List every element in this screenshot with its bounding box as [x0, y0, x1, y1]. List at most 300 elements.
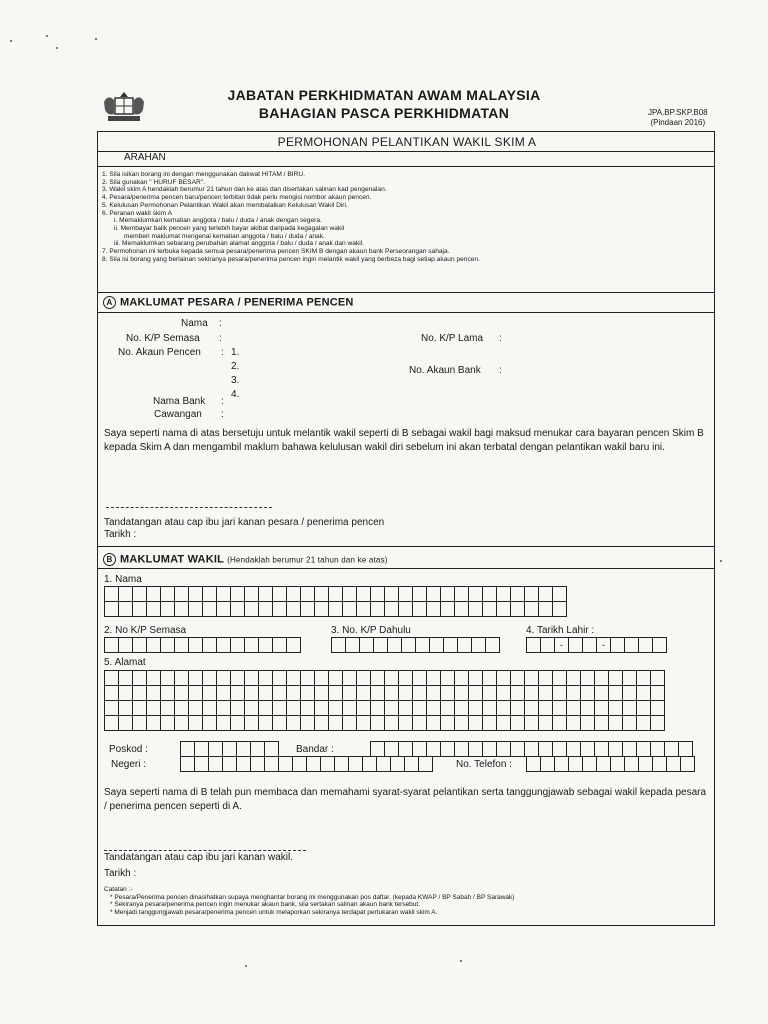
input-box[interactable]: [678, 741, 693, 757]
input-box[interactable]: [524, 741, 539, 757]
input-box[interactable]: [526, 756, 541, 772]
input-box[interactable]: [359, 637, 374, 653]
input-box[interactable]: [362, 756, 377, 772]
input-box[interactable]: [510, 601, 525, 617]
input-box[interactable]: [216, 637, 231, 653]
input-box[interactable]: [258, 685, 273, 701]
input-box[interactable]: [524, 670, 539, 686]
input-box[interactable]: [342, 601, 357, 617]
input-box[interactable]: [384, 586, 399, 602]
input-box[interactable]: [104, 685, 119, 701]
input-box[interactable]: [300, 586, 315, 602]
input-box[interactable]: [230, 670, 245, 686]
input-box[interactable]: [552, 601, 567, 617]
input-box[interactable]: [118, 700, 133, 716]
input-box[interactable]: [608, 741, 623, 757]
input-box[interactable]: [300, 670, 315, 686]
input-box[interactable]: [104, 586, 119, 602]
input-box[interactable]: [566, 715, 581, 731]
input-box[interactable]: [208, 756, 223, 772]
input-box[interactable]: [160, 586, 175, 602]
input-box[interactable]: [538, 670, 553, 686]
input-box[interactable]: [328, 715, 343, 731]
input-box[interactable]: [426, 670, 441, 686]
bandar-grid[interactable]: [370, 741, 692, 757]
input-box[interactable]: [440, 741, 455, 757]
input-box[interactable]: [328, 601, 343, 617]
input-box[interactable]: [202, 586, 217, 602]
input-box[interactable]: [496, 685, 511, 701]
input-box[interactable]: [104, 715, 119, 731]
input-box[interactable]: [118, 601, 133, 617]
input-box[interactable]: [538, 700, 553, 716]
input-box[interactable]: [566, 700, 581, 716]
input-box[interactable]: [638, 756, 653, 772]
input-box[interactable]: [356, 685, 371, 701]
input-box[interactable]: [510, 685, 525, 701]
input-box[interactable]: [286, 637, 301, 653]
input-box[interactable]: [524, 700, 539, 716]
input-box[interactable]: [104, 637, 119, 653]
input-box[interactable]: [331, 637, 346, 653]
input-box[interactable]: [118, 637, 133, 653]
input-box[interactable]: [370, 741, 385, 757]
input-box[interactable]: [468, 670, 483, 686]
input-box[interactable]: [306, 756, 321, 772]
input-box[interactable]: [328, 685, 343, 701]
input-box[interactable]: [390, 756, 405, 772]
input-box[interactable]: [230, 586, 245, 602]
input-box[interactable]: [292, 756, 307, 772]
input-box[interactable]: [538, 586, 553, 602]
input-box[interactable]: [314, 670, 329, 686]
input-box[interactable]: [132, 601, 147, 617]
input-box[interactable]: [594, 715, 609, 731]
input-box[interactable]: [174, 715, 189, 731]
input-box[interactable]: [132, 715, 147, 731]
input-box[interactable]: [180, 756, 195, 772]
input-box[interactable]: [471, 637, 486, 653]
input-box[interactable]: [538, 685, 553, 701]
input-box[interactable]: [454, 601, 469, 617]
input-box[interactable]: [440, 601, 455, 617]
input-box[interactable]: [608, 715, 623, 731]
input-box[interactable]: [482, 700, 497, 716]
input-box[interactable]: [272, 700, 287, 716]
input-box[interactable]: [180, 741, 195, 757]
input-box[interactable]: [398, 700, 413, 716]
input-box[interactable]: [258, 637, 273, 653]
input-box[interactable]: [482, 670, 497, 686]
input-box[interactable]: [356, 670, 371, 686]
input-box[interactable]: [552, 715, 567, 731]
input-box[interactable]: [412, 715, 427, 731]
input-box[interactable]: [398, 586, 413, 602]
input-box[interactable]: [188, 685, 203, 701]
input-box[interactable]: [258, 586, 273, 602]
input-box[interactable]: [314, 700, 329, 716]
input-box[interactable]: [510, 670, 525, 686]
input-box[interactable]: [236, 741, 251, 757]
input-box[interactable]: [622, 670, 637, 686]
input-box[interactable]: [300, 685, 315, 701]
input-box[interactable]: [404, 756, 419, 772]
input-box[interactable]: [454, 670, 469, 686]
alamat-row-2[interactable]: [104, 685, 664, 701]
input-box[interactable]: [328, 700, 343, 716]
input-box[interactable]: [468, 715, 483, 731]
input-box[interactable]: [334, 756, 349, 772]
input-box[interactable]: [230, 700, 245, 716]
input-box[interactable]: [552, 670, 567, 686]
input-box[interactable]: [272, 601, 287, 617]
input-box[interactable]: [104, 670, 119, 686]
input-box[interactable]: [314, 715, 329, 731]
input-box[interactable]: [398, 715, 413, 731]
input-box[interactable]: [496, 586, 511, 602]
input-box[interactable]: [468, 685, 483, 701]
input-box[interactable]: [554, 756, 569, 772]
input-box[interactable]: [610, 756, 625, 772]
input-box[interactable]: [356, 715, 371, 731]
input-box[interactable]: [160, 670, 175, 686]
input-box[interactable]: [348, 756, 363, 772]
input-box[interactable]: [174, 637, 189, 653]
input-box[interactable]: [174, 685, 189, 701]
input-box[interactable]: [370, 586, 385, 602]
input-box[interactable]: [272, 685, 287, 701]
input-box[interactable]: [373, 637, 388, 653]
input-box[interactable]: [300, 700, 315, 716]
input-box[interactable]: [146, 700, 161, 716]
input-box[interactable]: [426, 741, 441, 757]
input-box[interactable]: [188, 715, 203, 731]
input-box[interactable]: [188, 601, 203, 617]
input-box[interactable]: [244, 700, 259, 716]
telefon-grid[interactable]: [526, 756, 694, 772]
input-box[interactable]: [264, 756, 279, 772]
input-box[interactable]: [622, 741, 637, 757]
input-box[interactable]: [160, 601, 175, 617]
input-box[interactable]: [524, 685, 539, 701]
input-box[interactable]: [356, 700, 371, 716]
input-box[interactable]: [222, 756, 237, 772]
input-box[interactable]: [384, 670, 399, 686]
input-box[interactable]: [418, 756, 433, 772]
tarikh-lahir-grid[interactable]: [526, 637, 666, 653]
input-box[interactable]: [258, 700, 273, 716]
input-box[interactable]: [272, 670, 287, 686]
input-box[interactable]: [202, 685, 217, 701]
input-box[interactable]: [468, 741, 483, 757]
input-box[interactable]: [244, 685, 259, 701]
input-box[interactable]: [454, 715, 469, 731]
input-box[interactable]: [174, 700, 189, 716]
input-box[interactable]: [636, 685, 651, 701]
input-box[interactable]: [132, 700, 147, 716]
input-box[interactable]: [194, 741, 209, 757]
input-box[interactable]: [216, 670, 231, 686]
input-box[interactable]: [230, 601, 245, 617]
input-box[interactable]: [538, 601, 553, 617]
input-box[interactable]: [524, 715, 539, 731]
input-box[interactable]: [146, 715, 161, 731]
input-box[interactable]: [132, 586, 147, 602]
input-box[interactable]: [440, 715, 455, 731]
input-box[interactable]: [384, 601, 399, 617]
input-box[interactable]: [132, 685, 147, 701]
input-box[interactable]: [412, 586, 427, 602]
input-box[interactable]: [244, 586, 259, 602]
input-box[interactable]: [272, 715, 287, 731]
input-box[interactable]: [398, 670, 413, 686]
input-box[interactable]: [216, 715, 231, 731]
input-box[interactable]: [370, 715, 385, 731]
input-box[interactable]: [426, 685, 441, 701]
input-box[interactable]: [314, 601, 329, 617]
input-box[interactable]: [594, 685, 609, 701]
input-box[interactable]: [398, 601, 413, 617]
input-box[interactable]: [482, 741, 497, 757]
input-box[interactable]: [496, 601, 511, 617]
input-box[interactable]: [652, 756, 667, 772]
input-box[interactable]: [496, 715, 511, 731]
input-box[interactable]: [258, 670, 273, 686]
input-box[interactable]: [580, 685, 595, 701]
input-box[interactable]: [468, 601, 483, 617]
input-box[interactable]: [510, 700, 525, 716]
input-box[interactable]: [345, 637, 360, 653]
input-box[interactable]: [415, 637, 430, 653]
input-box[interactable]: [230, 637, 245, 653]
input-box[interactable]: [286, 601, 301, 617]
input-box[interactable]: [398, 741, 413, 757]
input-box[interactable]: [188, 670, 203, 686]
input-box[interactable]: [208, 741, 223, 757]
input-box[interactable]: [202, 670, 217, 686]
input-box[interactable]: [580, 670, 595, 686]
input-box[interactable]: [496, 670, 511, 686]
input-box[interactable]: [552, 700, 567, 716]
input-box[interactable]: [412, 670, 427, 686]
input-box[interactable]: [482, 685, 497, 701]
input-box[interactable]: [258, 715, 273, 731]
input-box[interactable]: [426, 700, 441, 716]
input-box[interactable]: [118, 715, 133, 731]
input-box[interactable]: [650, 715, 665, 731]
input-box[interactable]: [440, 586, 455, 602]
input-box[interactable]: [188, 586, 203, 602]
input-box[interactable]: [216, 601, 231, 617]
alamat-row-1[interactable]: [104, 670, 664, 686]
input-box[interactable]: [250, 756, 265, 772]
input-box[interactable]: [342, 670, 357, 686]
input-box[interactable]: [342, 700, 357, 716]
input-box[interactable]: [485, 637, 500, 653]
input-box[interactable]: [622, 715, 637, 731]
input-box[interactable]: [264, 741, 279, 757]
input-box[interactable]: [188, 700, 203, 716]
input-box[interactable]: [412, 601, 427, 617]
alamat-row-4[interactable]: [104, 715, 664, 731]
input-box[interactable]: [496, 741, 511, 757]
input-box[interactable]: [622, 700, 637, 716]
input-box[interactable]: [202, 601, 217, 617]
input-box[interactable]: [650, 741, 665, 757]
input-box[interactable]: [580, 715, 595, 731]
input-box[interactable]: [510, 715, 525, 731]
input-box[interactable]: [552, 741, 567, 757]
input-box[interactable]: [328, 586, 343, 602]
input-box[interactable]: [398, 685, 413, 701]
input-box[interactable]: [482, 586, 497, 602]
input-box[interactable]: [496, 700, 511, 716]
input-box[interactable]: [552, 586, 567, 602]
input-box[interactable]: [244, 670, 259, 686]
input-box[interactable]: [244, 637, 259, 653]
input-box[interactable]: [202, 715, 217, 731]
input-box[interactable]: [286, 700, 301, 716]
input-box[interactable]: [104, 601, 119, 617]
input-box[interactable]: [194, 756, 209, 772]
input-box[interactable]: [582, 756, 597, 772]
input-box[interactable]: [566, 685, 581, 701]
input-box[interactable]: [384, 685, 399, 701]
input-box[interactable]: [510, 586, 525, 602]
input-box[interactable]: [457, 637, 472, 653]
input-box[interactable]: [666, 756, 681, 772]
input-box[interactable]: [566, 670, 581, 686]
input-box[interactable]: [412, 700, 427, 716]
input-box[interactable]: [376, 756, 391, 772]
input-box[interactable]: [680, 756, 695, 772]
input-box[interactable]: [426, 601, 441, 617]
input-box[interactable]: [132, 637, 147, 653]
input-box[interactable]: [328, 670, 343, 686]
input-box[interactable]: [104, 700, 119, 716]
input-box[interactable]: [636, 741, 651, 757]
input-box[interactable]: [146, 586, 161, 602]
input-box[interactable]: [146, 670, 161, 686]
input-box[interactable]: [580, 741, 595, 757]
input-box[interactable]: [188, 637, 203, 653]
input-box[interactable]: [356, 586, 371, 602]
input-box[interactable]: [370, 601, 385, 617]
input-box[interactable]: [216, 586, 231, 602]
input-box[interactable]: [384, 741, 399, 757]
input-box[interactable]: [440, 700, 455, 716]
input-box[interactable]: [594, 741, 609, 757]
input-box[interactable]: [387, 637, 402, 653]
input-box[interactable]: [568, 756, 583, 772]
input-box[interactable]: [160, 685, 175, 701]
input-box[interactable]: [594, 670, 609, 686]
input-box[interactable]: [608, 670, 623, 686]
input-box[interactable]: [320, 756, 335, 772]
input-box[interactable]: [636, 700, 651, 716]
input-box[interactable]: [650, 670, 665, 686]
input-box[interactable]: [566, 741, 581, 757]
input-box[interactable]: [272, 586, 287, 602]
input-box[interactable]: [216, 685, 231, 701]
input-box[interactable]: [118, 586, 133, 602]
input-box[interactable]: [552, 685, 567, 701]
alamat-row-3[interactable]: [104, 700, 664, 716]
input-box[interactable]: [468, 586, 483, 602]
input-box[interactable]: [443, 637, 458, 653]
input-box[interactable]: [278, 756, 293, 772]
input-box[interactable]: [300, 715, 315, 731]
input-box[interactable]: [146, 685, 161, 701]
input-box[interactable]: [454, 685, 469, 701]
input-box[interactable]: [429, 637, 444, 653]
input-box[interactable]: [482, 715, 497, 731]
input-box[interactable]: [300, 601, 315, 617]
input-box[interactable]: [440, 685, 455, 701]
input-box[interactable]: [580, 700, 595, 716]
input-box[interactable]: [250, 741, 265, 757]
input-box[interactable]: [236, 756, 251, 772]
input-box[interactable]: [650, 685, 665, 701]
input-box[interactable]: [454, 586, 469, 602]
input-box[interactable]: [468, 700, 483, 716]
input-box[interactable]: [244, 601, 259, 617]
input-box[interactable]: [132, 670, 147, 686]
input-box[interactable]: [636, 670, 651, 686]
kp-semasa-grid[interactable]: [104, 637, 300, 653]
input-box[interactable]: [230, 685, 245, 701]
input-box[interactable]: [608, 700, 623, 716]
input-box[interactable]: [482, 601, 497, 617]
input-box[interactable]: [118, 670, 133, 686]
input-box[interactable]: [538, 715, 553, 731]
input-box[interactable]: [342, 715, 357, 731]
input-box[interactable]: [146, 601, 161, 617]
input-box[interactable]: [314, 685, 329, 701]
input-box[interactable]: [608, 685, 623, 701]
input-box[interactable]: [412, 741, 427, 757]
input-box[interactable]: [370, 700, 385, 716]
input-box[interactable]: [510, 741, 525, 757]
negeri-grid[interactable]: [180, 756, 432, 772]
input-box[interactable]: [174, 601, 189, 617]
input-box[interactable]: [160, 637, 175, 653]
input-box[interactable]: [538, 741, 553, 757]
input-box[interactable]: [174, 586, 189, 602]
input-box[interactable]: [524, 586, 539, 602]
input-box[interactable]: [650, 700, 665, 716]
input-box[interactable]: [202, 700, 217, 716]
input-box[interactable]: [384, 715, 399, 731]
input-box[interactable]: [412, 685, 427, 701]
input-box[interactable]: [370, 670, 385, 686]
input-box[interactable]: [216, 700, 231, 716]
input-box[interactable]: [244, 715, 259, 731]
input-box[interactable]: [454, 741, 469, 757]
input-box[interactable]: [174, 670, 189, 686]
input-box[interactable]: [440, 670, 455, 686]
input-box[interactable]: [664, 741, 679, 757]
input-box[interactable]: [160, 700, 175, 716]
input-box[interactable]: [160, 715, 175, 731]
input-box[interactable]: [622, 685, 637, 701]
input-box[interactable]: [272, 637, 287, 653]
input-box[interactable]: [286, 670, 301, 686]
input-box[interactable]: [342, 685, 357, 701]
input-box[interactable]: [222, 741, 237, 757]
input-box[interactable]: [314, 586, 329, 602]
input-box[interactable]: [524, 601, 539, 617]
